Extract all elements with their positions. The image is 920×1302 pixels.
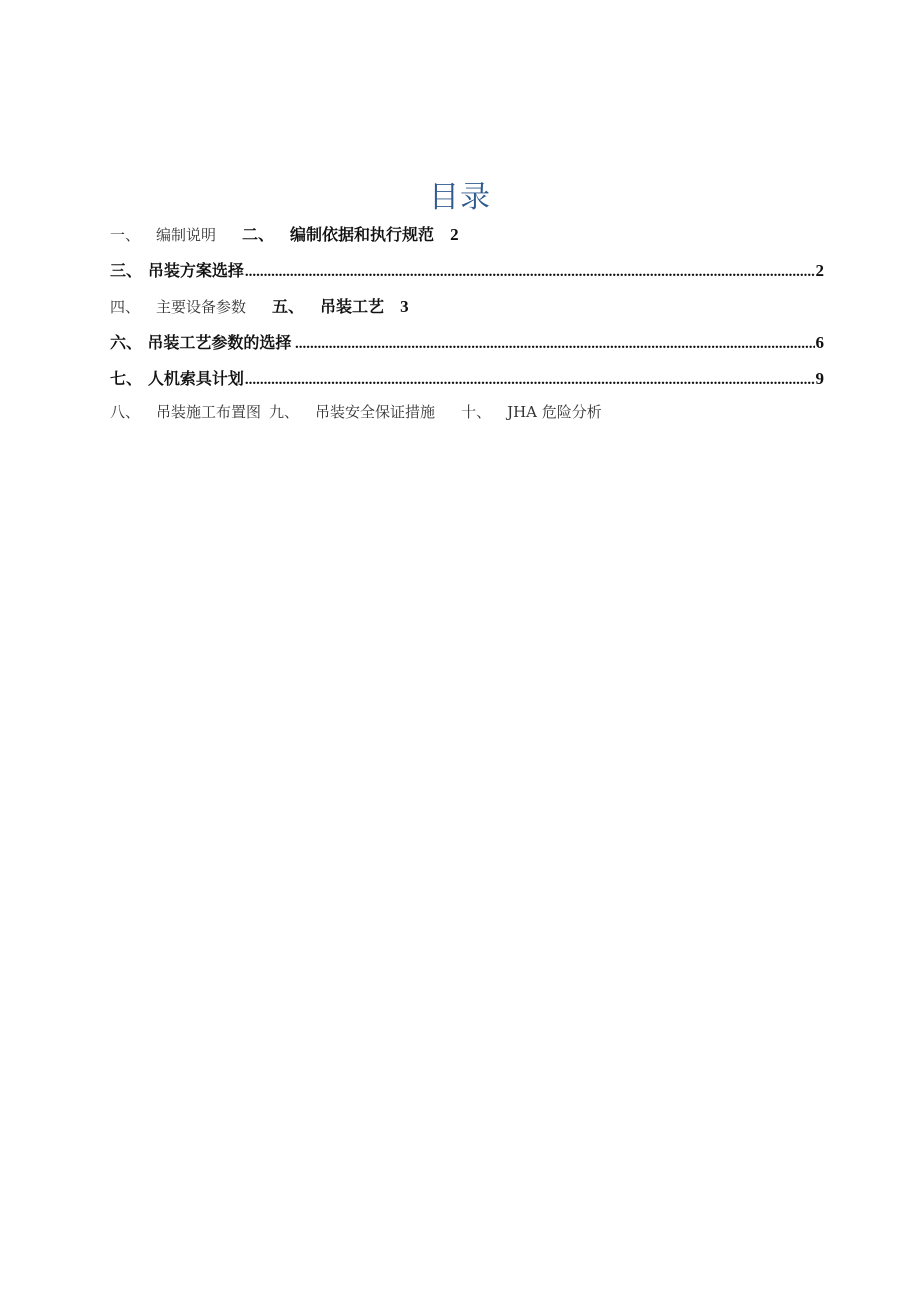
toc-number: 三、 [110, 261, 143, 280]
toc-page-number: 9 [815, 369, 824, 388]
toc-leader-dots [295, 336, 814, 353]
toc-line-3[interactable] [110, 294, 824, 320]
toc-number: 五、 [272, 297, 305, 316]
toc-number: 九、 [269, 403, 300, 421]
toc-page-number: 3 [400, 297, 409, 316]
toc-line-6[interactable] [110, 401, 824, 427]
toc-entry-title: 主要设备参数 [156, 298, 247, 316]
toc-entry-title: 吊装工艺 [320, 297, 385, 316]
toc-number: 四、 [110, 298, 141, 316]
toc-line-5[interactable] [110, 366, 824, 392]
toc-line-1[interactable] [110, 222, 824, 248]
toc-entry-title: 吊装安全保证措施 [315, 403, 436, 421]
toc-entry-title: 吊装方案选择 [147, 261, 244, 280]
toc-page-number: 2 [450, 225, 459, 244]
toc-entry-title: 吊装施工布置图 [156, 403, 262, 421]
toc-entry-title: 吊装工艺参数的选择 [147, 333, 292, 352]
toc-line-2[interactable] [110, 258, 824, 284]
toc-title: 目录 [429, 180, 491, 215]
toc-number: 一、 [110, 226, 141, 244]
toc-number: 二、 [242, 225, 275, 244]
toc-leader-dots [245, 264, 815, 281]
toc-number: 十、 [461, 403, 492, 421]
toc-line-4[interactable] [110, 330, 824, 356]
toc-leader-dots [245, 372, 815, 389]
toc-page-number: 2 [815, 261, 824, 280]
toc-entry-title: 编制说明 [156, 226, 217, 244]
toc-entry-title: 人机索具计划 [147, 369, 244, 388]
toc-entry-title: 编制依据和执行规范 [290, 225, 435, 244]
toc-entry-title: JHA 危险分析 [507, 403, 602, 421]
toc-page-number: 6 [815, 333, 824, 352]
toc-number: 七、 [110, 369, 143, 388]
toc-number: 八、 [110, 403, 141, 421]
toc-number: 六、 [110, 333, 143, 352]
